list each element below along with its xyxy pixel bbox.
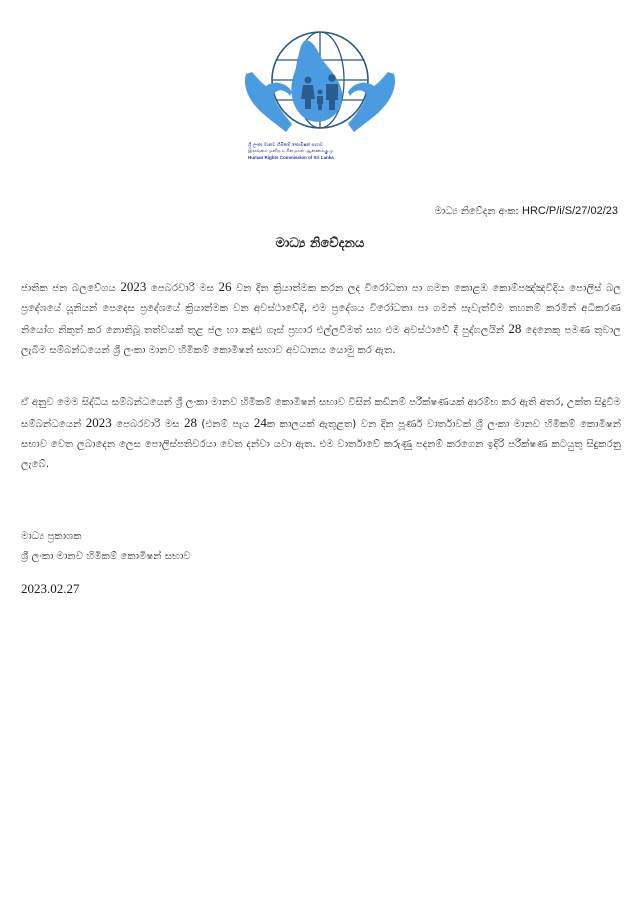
logo-text-english: Human Rights Commission of Sri Lanka xyxy=(248,155,334,160)
text-segment: ක කාලයක් ඇතුළත) වන දින පූර්ණ වාර්තාවක් ශ්‍රී ලංකා මානව හිමිකම් කොමිෂන් සභාව වෙත ලබාදෙන ලෙස පොලිස්පතිවරයා වෙත දන්වා යවා ඇත. එම වාර්තාවේ කරුණු පදනම් කරගෙන ඉදිරි පරීක්ෂණ කටයුතු සිදුකරනු ලැබේ. xyxy=(21,419,622,470)
logo-text-tamil: இலங்கை மனித உரிமைகள் ஆணைக்குழு xyxy=(248,149,333,154)
reference-code: HRC/P/i/S/27/02/23 xyxy=(522,205,618,217)
day-number: 28 xyxy=(183,415,197,430)
hours-number: 24 xyxy=(253,415,267,430)
injured-count: 28 xyxy=(508,321,522,336)
text-segment: (එනම් පැය xyxy=(196,419,254,430)
paragraph-1 xyxy=(21,277,621,361)
text-segment: පෙබරවාරි මස xyxy=(111,419,184,430)
reference-number xyxy=(435,205,618,217)
logo-text-sinhala: ශ්‍රී ලංකා මානව හිමිකම් කොමිෂන් සභාව xyxy=(248,143,323,148)
document-title: මාධ්‍ය නිවේදනය xyxy=(275,236,365,251)
text-segment: ජාතික ජන බලවේගය xyxy=(21,283,121,294)
year-number: 2023 xyxy=(120,279,147,294)
text-segment: පෙබරවාරි මස xyxy=(146,283,219,294)
logo-caption xyxy=(248,143,398,161)
signature-block xyxy=(21,527,191,567)
signatory-title: මාධ්‍ය ප්‍රකාශක xyxy=(21,531,82,542)
paragraph-2 xyxy=(21,393,621,475)
document-date: 2023.02.27 xyxy=(21,581,80,596)
signatory-organization: ශ්‍රී ලංකා මානව හිමිකම් කොමිෂන් සභාව xyxy=(21,551,191,562)
globe-hands-icon xyxy=(228,28,408,143)
reference-label: මාධ්‍ය නිවේදන අංක: xyxy=(434,206,519,217)
day-number: 26 xyxy=(218,279,232,294)
text-segment: වන දින ක්‍රියාත්මක කරන ලද විරෝධතා පා ගමන කොළඹ කොම්පඤ්ඤවීදිය පොලිස් බල ප්‍රදේශයේ යූනියන් පෙදෙස ප්‍රදේශයේ ක්‍රියාත්මක වන අවස්ථාවේදී, එම ප්‍රදේශය විරෝධතා පා ගමන් පැවැත්වීම තහනම් කරමින් අධිකරණ නියෝග නිකුත් කර නොතිබූ තත්වයක් තුළ ජල හා කඳුළු ගෑස් ප්‍රහාර එල්ලවීමත් සහ එම අවස්ථාවේ දී පුද්ගලයින් xyxy=(21,283,622,336)
text-segment: ඒ අනුව මෙම සිද්ධිය සම්බන්ධයෙන් ශ්‍රී ලංකා මානව හිමිකම් කොමිෂන් සභාව විසින් කඩිනම් පරීක්ෂණයක් ආරම්භ කර ඇති අතර, උක්ත සිදුවීම සම්බන්ධයෙන් xyxy=(21,397,621,430)
year-number: 2023 xyxy=(85,415,112,430)
text-segment: දෙනෙකු පමණ තුවාල ලැබීම සම්බන්ධයෙන් ශ්‍රී ලංකා මානව හිමිකම් කොමිෂන් සභාව අවධානය යොමු කර ඇත. xyxy=(21,325,621,356)
